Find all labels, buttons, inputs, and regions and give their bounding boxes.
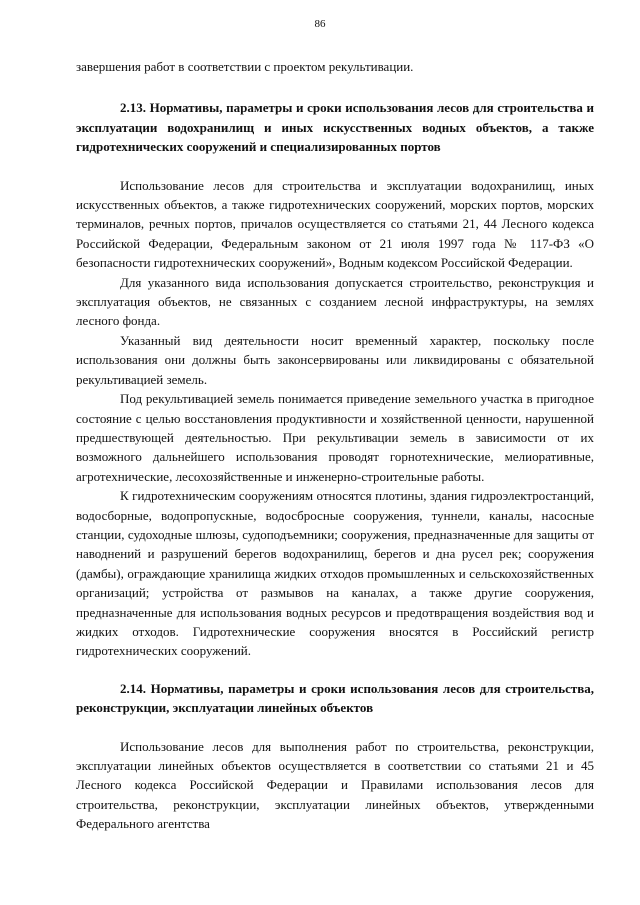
page-number: 86 [314, 18, 326, 30]
paragraph: Под рекультивацией земель понимается приведение земельного участка в пригодное состояние с целью восстановления продуктивности и хозяйственной ценности, нарушенной предшествующей деятельностью. При рекультивации земель в зависимости от их возможного дальнейшего использования проводят горнотехнические, мелиоративные, агротехнические, лесохозяйственные и инженерно-строительные работы. [76, 391, 594, 484]
paragraph: Указанный вид деятельности носит временный характер, поскольку после использования они должны быть законсервированы или ликвидированы с обязательной рекультивацией земель. [76, 332, 594, 387]
paragraph: Для указанного вида использования допускается строительство, реконструкция и эксплуатация объектов, не связанных с созданием лесной инфраструктуры, на землях лесного фонда. [76, 274, 594, 329]
paragraph: К гидротехническим сооружениям относятся плотины, здания гидроэлектростанций, водосборные, водопропускные, водосбросные сооружения, туннели, каналы, насосные станции, судоходные шлюзы, судоподъемники; сооружения, предназначенные для защиты от наводнений и разрушений берегов водохранилищ, берегов и дна русел рек; сооружения (дамбы), ограждающие хранилища жидких отходов промышленных и сельскохозяйственных организаций; устройства от размывов на каналах, а также другие сооружения, предназначенные для использования водных ресурсов и предотвращения воздействия вод и жидких отходов. Гидротехнические сооружения вносятся в Российский регистр гидротехнических сооружений. [76, 488, 594, 659]
section-heading-2-14: 2.14. Нормативы, параметры и сроки использования лесов для строительства, реконструкции, эксплуатации линейных объектов [76, 680, 594, 716]
paragraph: Использование лесов для выполнения работ по строительства, реконструкции, эксплуатации линейных объектов осуществляется в соответствии со статьями 21 и 45 Лесного кодекса Российской Федерации и Правилами использования лесов для строительства, реконструкции, эксплуатации линейных объектов, утвержденными Федерального агентства [76, 738, 594, 832]
section-heading-2-13: 2.13. Нормативы, параметры и сроки использования лесов для строительства и эксплуатации водохранилищ и иных искусственных водных объектов, а также гидротехнических сооружений и специализированных портов [76, 100, 594, 155]
document-body [76, 57, 594, 834]
paragraph: Использование лесов для строительства и эксплуатации водохранилищ, иных искусственных объектов, а также гидротехнических сооружений, морских портов, морских терминалов, речных портов, причалов осуществляется со статьями 21, 44 Лесного кодекса Российской Федерации, Федеральным законом от 21 июля 1997 года № 117-ФЗ «О безопасности гидротехнических сооружений», Водным кодексом Российской Федерации. [76, 177, 594, 271]
lead-paragraph: завершения работ в соответствии с проектом рекультивации. [76, 59, 414, 74]
